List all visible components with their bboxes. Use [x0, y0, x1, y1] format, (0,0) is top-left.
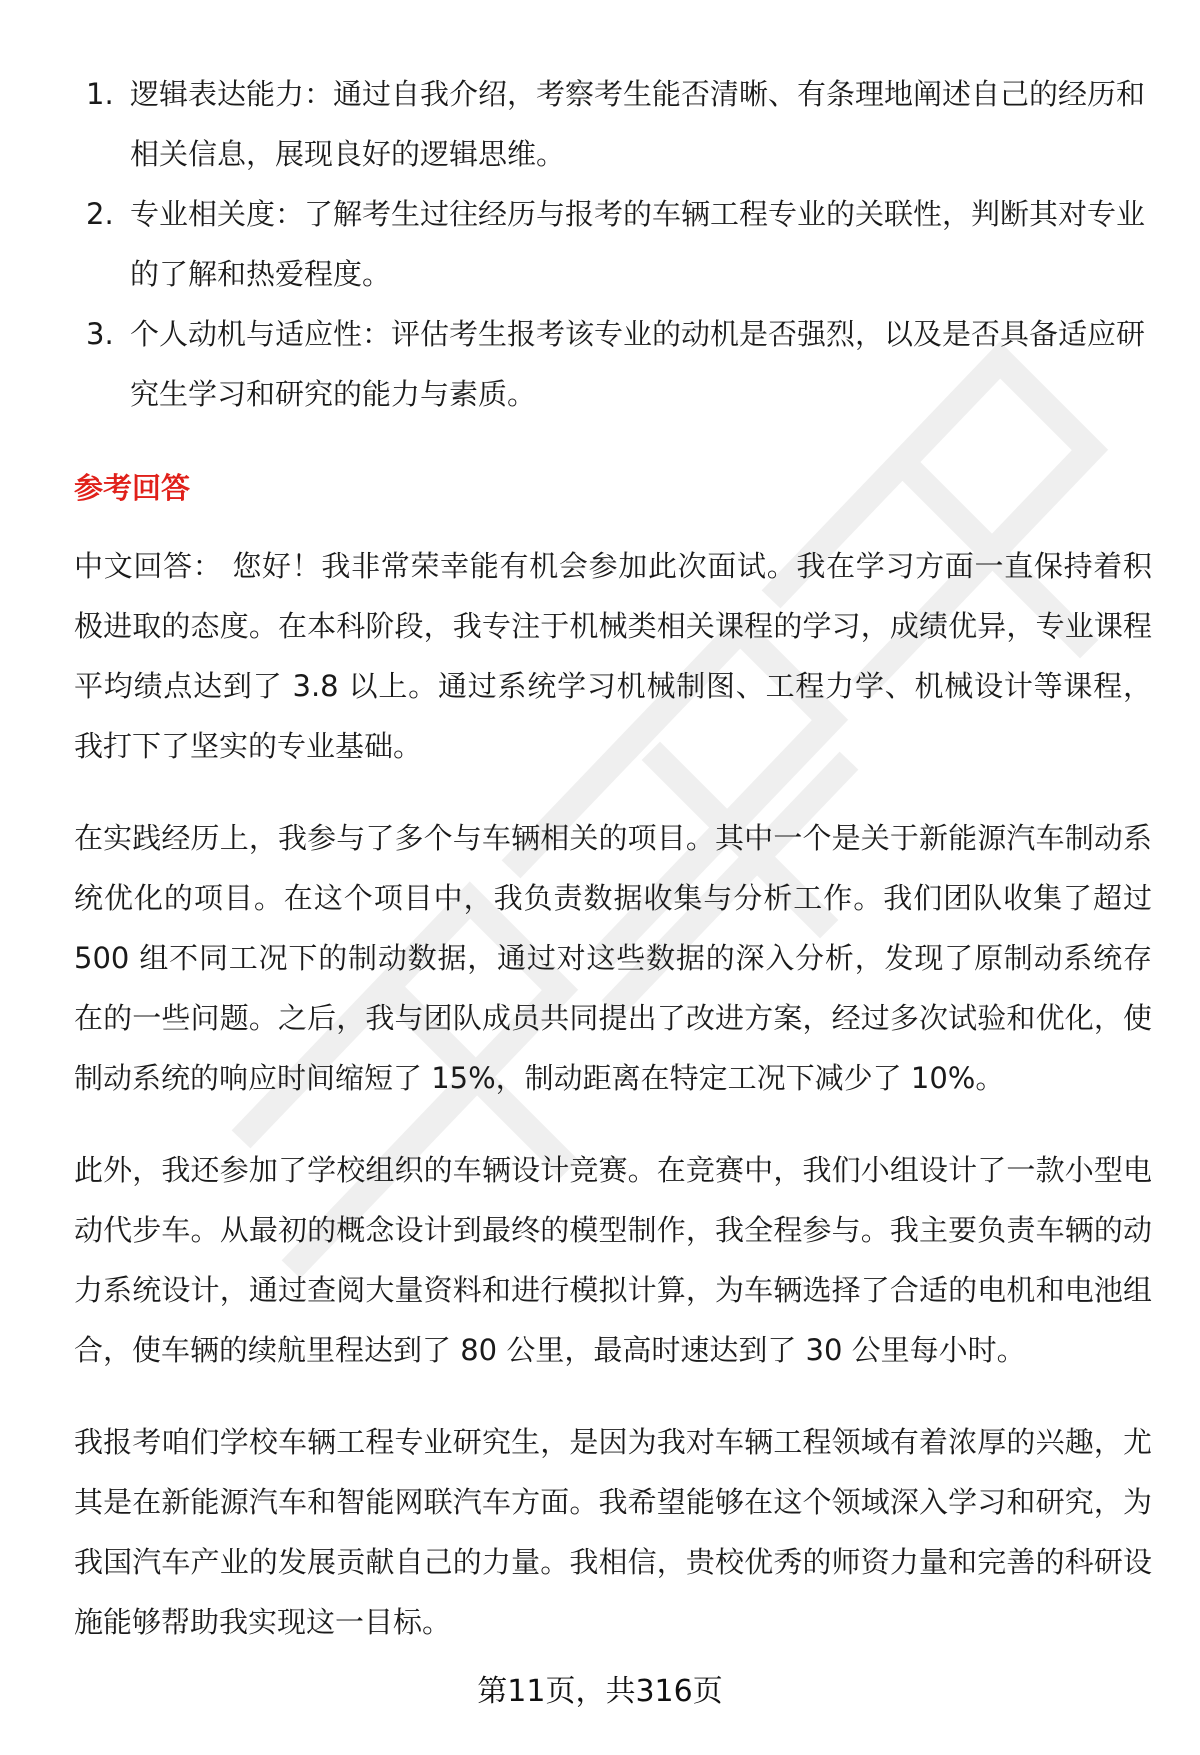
- criteria-number: 1.: [86, 77, 114, 111]
- criteria-text: 专业相关度：了解考生过往经历与报考的车辆工程专业的关联性，判断其对专业的了解和热爱程度。: [130, 197, 1146, 291]
- criteria-number: 2.: [86, 197, 114, 231]
- page-number-footer: 第11页，共316页: [477, 1674, 723, 1709]
- answer-paragraph: 我报考咱们学校车辆工程专业研究生，是因为我对车辆工程领域有着浓厚的兴趣，尤其是在新能源汽车和智能网联汽车方面。我希望能够在这个领域深入学习和研究，为我国汽车产业的发展贡献自己的力量。我相信，贵校优秀的师资力量和完善的科研设施能够帮助我实现这一目标。: [74, 1425, 1152, 1639]
- criteria-list: [74, 64, 1152, 424]
- criteria-number: 3.: [86, 317, 114, 351]
- criteria-item: [74, 64, 1152, 184]
- criteria-text: 个人动机与适应性：评估考生报考该专业的动机是否强烈，以及是否具备适应研究生学习和研究的能力与素质。: [130, 317, 1146, 411]
- criteria-item: [74, 184, 1152, 304]
- criteria-text: 逻辑表达能力：通过自我介绍，考察考生能否清晰、有条理地阐述自己的经历和相关信息，展现良好的逻辑思维。: [130, 77, 1146, 171]
- criteria-item: [74, 304, 1152, 424]
- reference-answer-heading: 参考回答: [74, 471, 191, 505]
- page-content: [74, 64, 1152, 1684]
- answer-paragraph: 在实践经历上，我参与了多个与车辆相关的项目。其中一个是关于新能源汽车制动系统优化的项目。在这个项目中，我负责数据收集与分析工作。我们团队收集了超过 500 组不同工况下的制动数据，通过对这些数据的深入分析，发现了原制动系统存在的一些问题。之后，我与团队成员共同提出了改进方案，经过多次试验和优化，使制动系统的响应时间缩短了 15%，制动距离在特定工况下减少了 10%。: [74, 821, 1152, 1095]
- answer-paragraph: 此外，我还参加了学校组织的车辆设计竞赛。在竞赛中，我们小组设计了一款小型电动代步车。从最初的概念设计到最终的模型制作，我全程参与。我主要负责车辆的动力系统设计，通过查阅大量资料和进行模拟计算，为车辆选择了合适的电机和电池组合，使车辆的续航里程达到了 80 公里，最高时速达到了 30 公里每小时。: [74, 1153, 1152, 1367]
- answer-paragraph: 中文回答： 您好！我非常荣幸能有机会参加此次面试。我在学习方面一直保持着积极进取的态度。在本科阶段，我专注于机械类相关课程的学习，成绩优异，专业课程平均绩点达到了 3.8 以上。通过系统学习机械制图、工程力学、机械设计等课程，我打下了坚实的专业基础。: [74, 549, 1152, 763]
